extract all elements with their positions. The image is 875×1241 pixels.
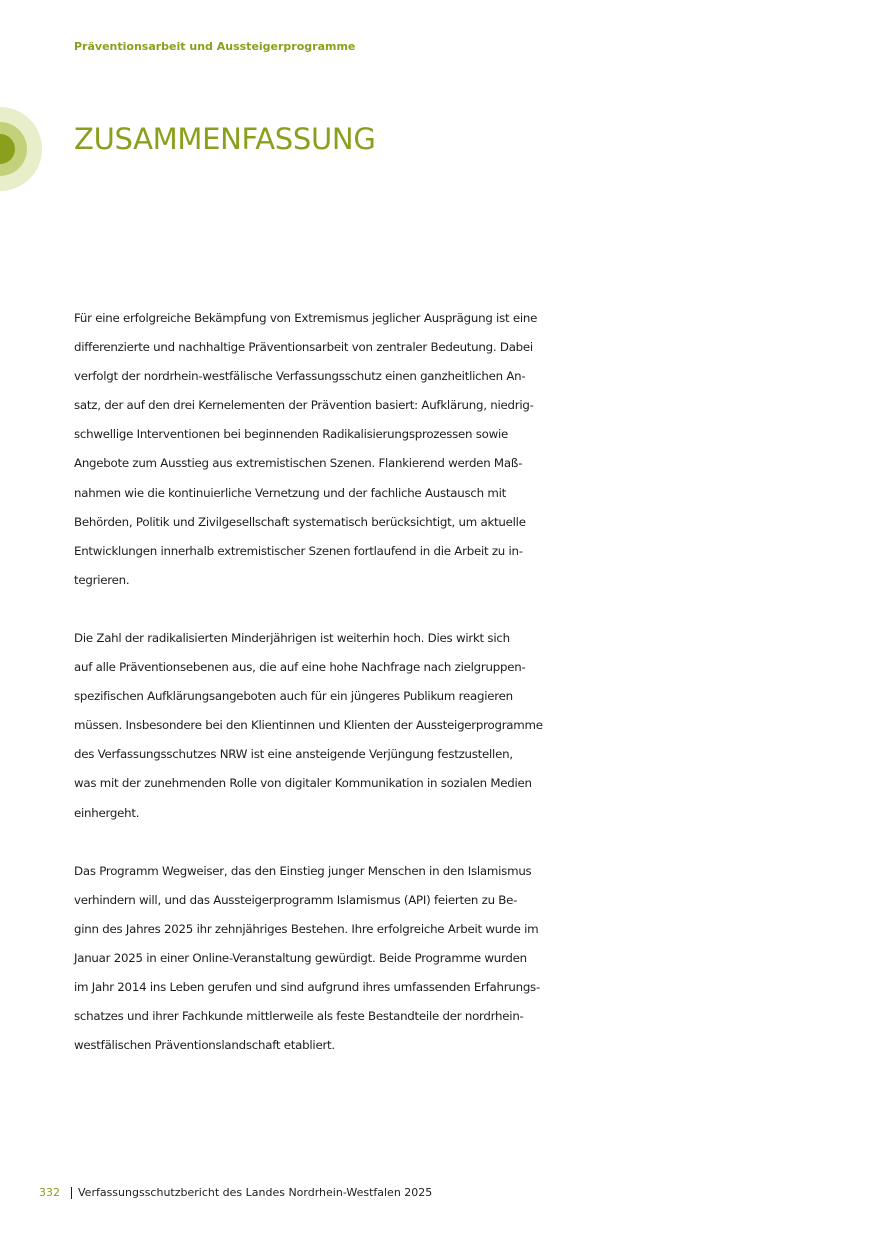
text-line: verhindern will, und das Aussteigerprogramm Islamismus (API) feierten zu Be- bbox=[74, 892, 518, 907]
paragraph-1 bbox=[74, 304, 804, 595]
text-line: spezifischen Aufklärungsangeboten auch für ein jüngeres Publikum reagieren bbox=[74, 689, 513, 704]
paragraph-3 bbox=[74, 857, 804, 1061]
text-line: Januar 2025 in einer Online-Veranstaltung gewürdigt. Beide Programme wurden bbox=[74, 950, 527, 965]
text-line: schatzes und ihrer Fachkunde mittlerweile als feste Bestandteile der nordrhein- bbox=[74, 1009, 524, 1024]
text-line: verfolgt der nordrhein-westfälische Verfassungsschutz einen ganzheitlichen An- bbox=[74, 369, 526, 384]
running-head: Präventionsarbeit und Aussteigerprogramme bbox=[74, 40, 356, 53]
text-line: Behörden, Politik und Zivilgesellschaft systematisch berücksichtigt, um aktuelle bbox=[74, 514, 526, 529]
text-line: Für eine erfolgreiche Bekämpfung von Extremismus jeglicher Ausprägung ist eine bbox=[74, 311, 538, 325]
text-line: Entwicklungen innerhalb extremistischer Szenen fortlaufend in die Arbeit zu in- bbox=[74, 543, 523, 558]
concentric-circles-icon bbox=[0, 107, 42, 191]
text-line: einhergeht. bbox=[74, 805, 140, 820]
text-line: müssen. Insbesondere bei den Klientinnen und Klienten der Aussteigerprogramme bbox=[74, 718, 543, 733]
text-line: ginn des Jahres 2025 ihr zehnjähriges Bestehen. Ihre erfolgreiche Arbeit wurde im bbox=[74, 921, 539, 936]
footer-divider bbox=[71, 1187, 72, 1199]
text-line: des Verfassungsschutzes NRW ist eine ansteigende Verjüngung festzustellen, bbox=[74, 747, 513, 762]
text-line: schwellige Interventionen bei beginnenden Radikalisierungsprozessen sowie bbox=[74, 427, 509, 442]
page-title: ZUSAMMENFASSUNG bbox=[74, 122, 376, 156]
text-line: auf alle Präventionsebenen aus, die auf eine hohe Nachfrage nach zielgruppen- bbox=[74, 660, 526, 675]
text-line: Das Programm Wegweiser, das den Einstieg junger Menschen in den Islamismus bbox=[74, 863, 532, 878]
text-line: Angebote zum Ausstieg aus extremistischen Szenen. Flankierend werden Maß- bbox=[74, 456, 523, 471]
text-line: tegrieren. bbox=[74, 572, 130, 587]
text-line: westfälischen Präventionslandschaft etabliert. bbox=[74, 1038, 335, 1053]
body-text bbox=[74, 304, 804, 1089]
paragraph-2 bbox=[74, 624, 804, 828]
publication-title: Verfassungsschutzbericht des Landes Nordrhein-Westfalen 2025 bbox=[78, 1186, 433, 1199]
text-line: was mit der zunehmenden Rolle von digitaler Kommunikation in sozialen Medien bbox=[74, 776, 532, 791]
text-line: differenzierte und nachhaltige Präventionsarbeit von zentraler Bedeutung. Dabei bbox=[74, 340, 533, 355]
text-line: nahmen wie die kontinuierliche Vernetzung und der fachliche Austausch mit bbox=[74, 485, 506, 500]
text-line: im Jahr 2014 ins Leben gerufen und sind aufgrund ihres umfassenden Erfahrungs- bbox=[74, 979, 540, 994]
page-number: 332 bbox=[39, 1186, 60, 1199]
text-line: satz, der auf den drei Kernelementen der Prävention basiert: Aufklärung, niedrig- bbox=[74, 398, 534, 413]
text-line: Die Zahl der radikalisierten Minderjährigen ist weiterhin hoch. Dies wirkt sich bbox=[74, 630, 510, 645]
page-footer bbox=[39, 1186, 432, 1199]
